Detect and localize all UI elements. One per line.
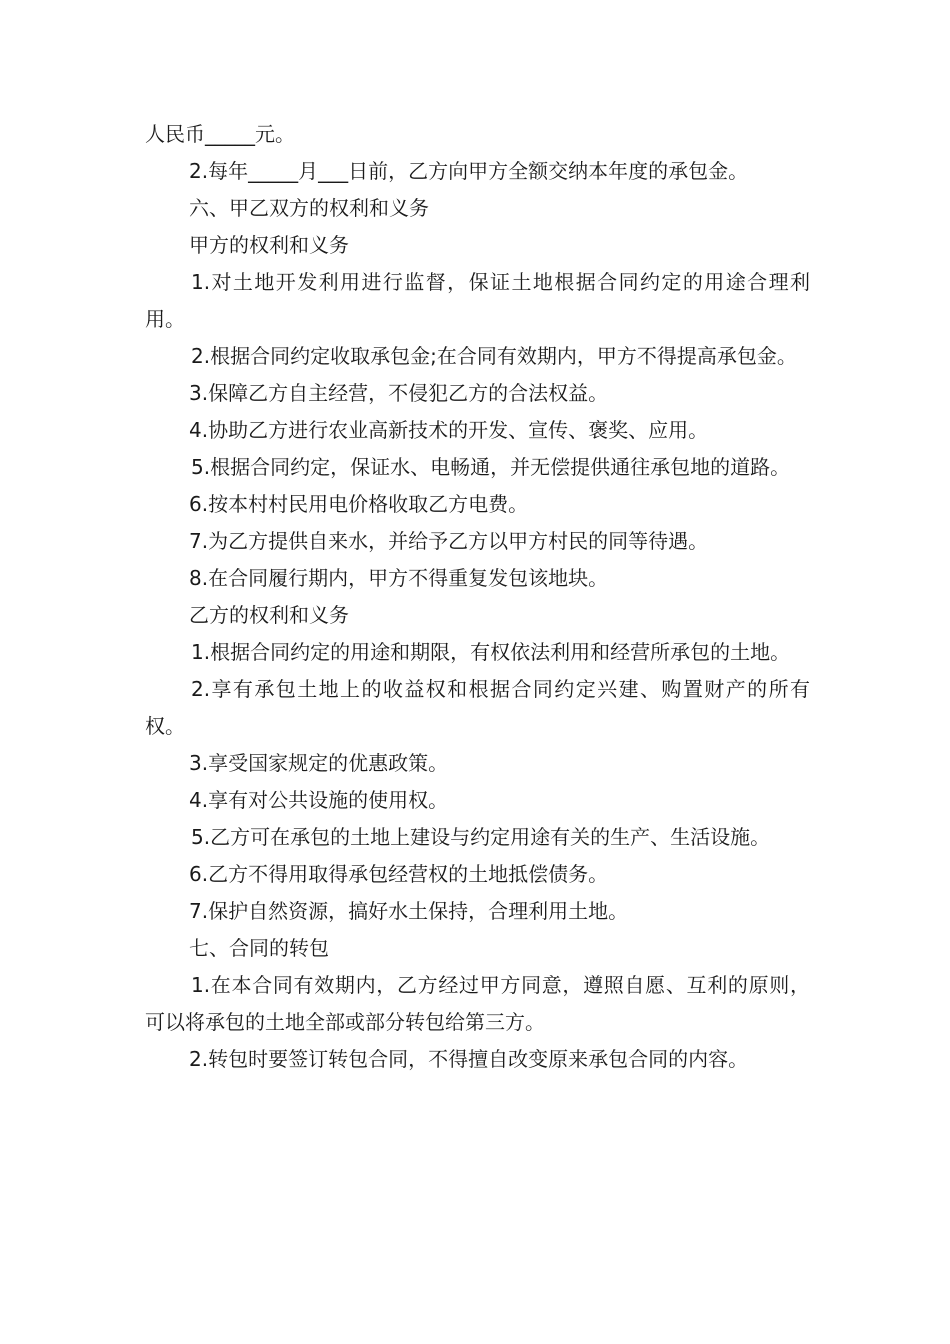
paragraph-party-b-item-3: 3.享受国家规定的优惠政策。 [189, 751, 449, 775]
paragraph-payment-deadline: 2.每年_____月___日前，乙方向甲方全额交纳本年度的承包金。 [189, 159, 749, 183]
subheading-party-a: 甲方的权利和义务 [189, 233, 349, 257]
document-body [145, 116, 810, 1078]
paragraph-party-a-item-4: 4.协助乙方进行农业高新技术的开发、宣传、褒奖、应用。 [189, 418, 709, 442]
paragraph-party-b-item-2: 2.享有承包土地上的收益权和根据合同约定兴建、购置财产的所有权。 [145, 677, 810, 738]
paragraph-party-b-item-7: 7.保护自然资源，搞好水土保持，合理利用土地。 [189, 899, 629, 923]
section-heading-rights-obligations: 六、甲乙双方的权利和义务 [189, 196, 429, 220]
paragraph-party-a-item-8: 8.在合同履行期内，甲方不得重复发包该地块。 [189, 566, 609, 590]
paragraph-party-a-item-1: 1.对土地开发利用进行监督，保证土地根据合同约定的用途合理利用。 [145, 270, 810, 331]
paragraph-party-a-item-6: 6.按本村村民用电价格收取乙方电费。 [189, 492, 529, 516]
paragraph-subcontract-item-2: 2.转包时要签订转包合同，不得擅自改变原来承包合同的内容。 [189, 1047, 749, 1071]
subheading-party-b: 乙方的权利和义务 [189, 603, 349, 627]
paragraph-party-b-item-4: 4.享有对公共设施的使用权。 [189, 788, 449, 812]
paragraph-party-a-item-3: 3.保障乙方自主经营，不侵犯乙方的合法权益。 [189, 381, 609, 405]
paragraph-party-b-item-1: 1.根据合同约定的用途和期限，有权依法利用和经营所承包的土地。 [191, 640, 791, 664]
paragraph-party-a-item-7: 7.为乙方提供自来水，并给予乙方以甲方村民的同等待遇。 [189, 529, 709, 553]
paragraph-party-a-item-5: 5.根据合同约定，保证水、电畅通，并无偿提供通往承包地的道路。 [191, 455, 791, 479]
paragraph-party-b-item-5: 5.乙方可在承包的土地上建设与约定用途有关的生产、生活设施。 [191, 825, 771, 849]
paragraph-subcontract-item-1: 1.在本合同有效期内，乙方经过甲方同意，遵照自愿、互利的原则，可以将承包的土地全部或部分转包给第三方。 [145, 973, 810, 1034]
section-heading-subcontracting: 七、合同的转包 [189, 936, 329, 960]
paragraph-party-a-item-2: 2.根据合同约定收取承包金;在合同有效期内，甲方不得提高承包金。 [191, 344, 797, 368]
paragraph-continuation: 人民币_____元。 [145, 122, 295, 146]
paragraph-party-b-item-6: 6.乙方不得用取得承包经营权的土地抵偿债务。 [189, 862, 609, 886]
